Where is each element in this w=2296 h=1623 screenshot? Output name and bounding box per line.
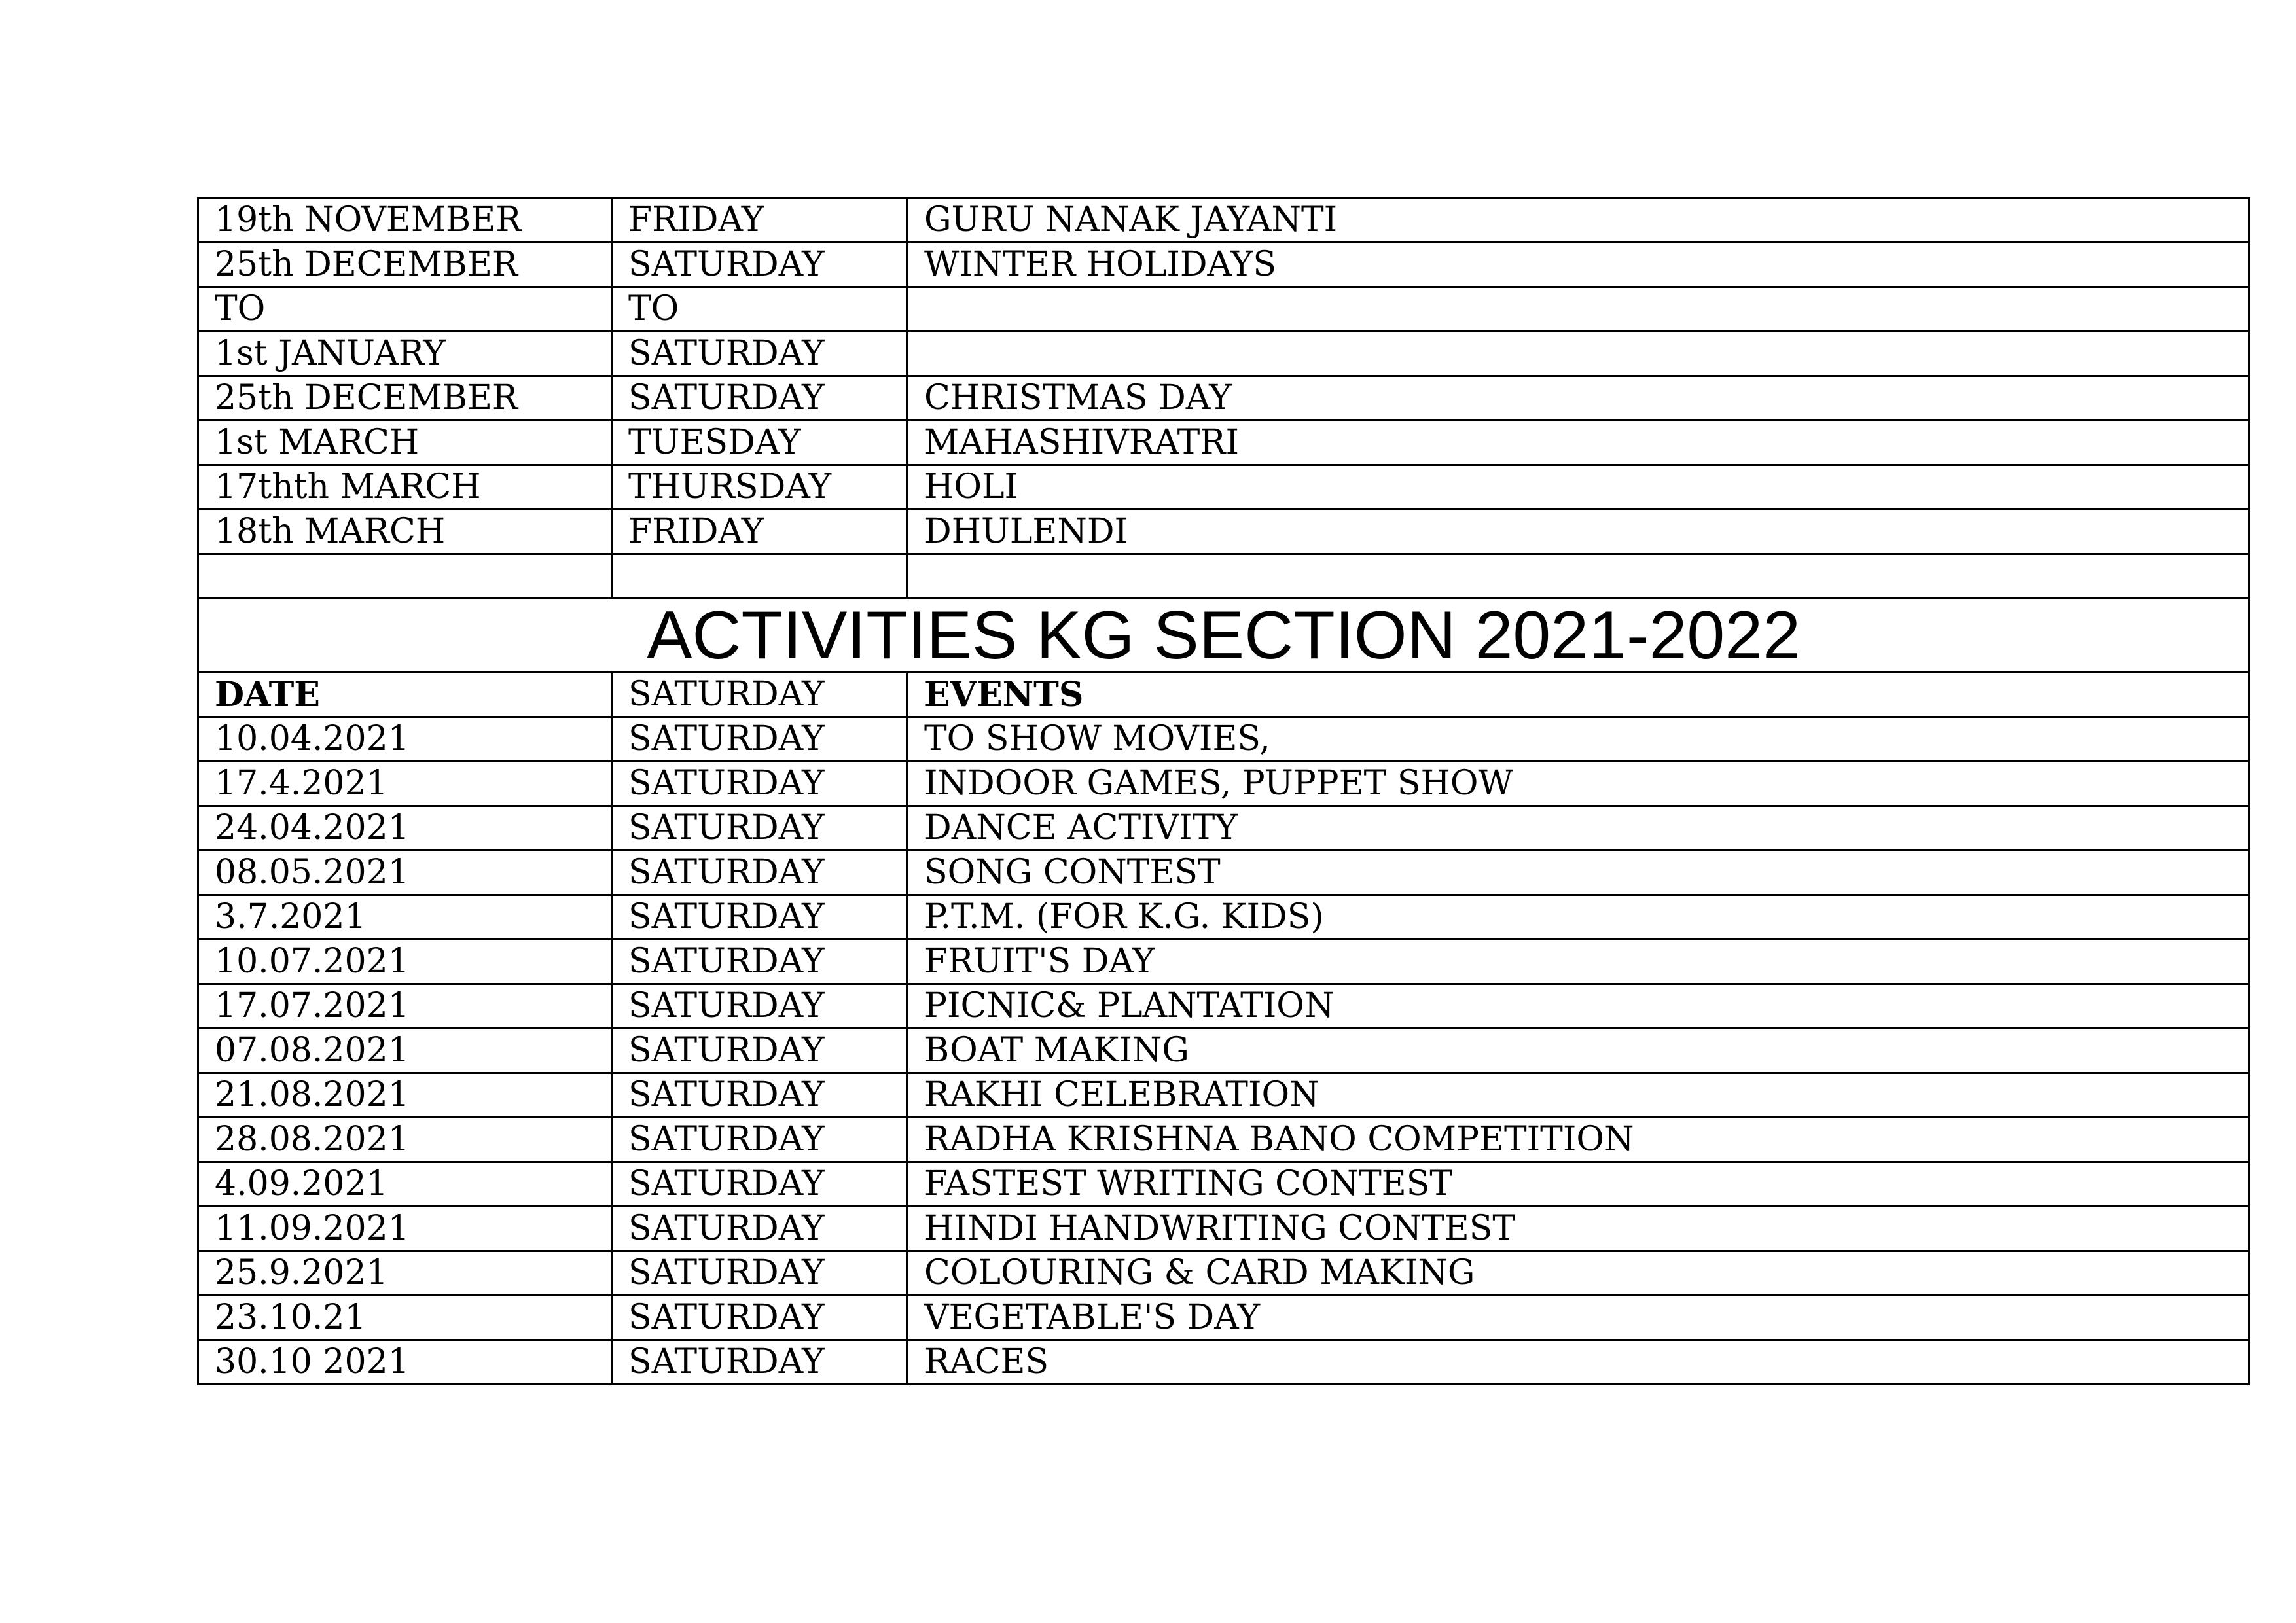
column-header-date: DATE bbox=[198, 673, 612, 717]
day-cell: FRIDAY bbox=[612, 510, 908, 554]
day-cell: SATURDAY bbox=[612, 1340, 908, 1385]
date-cell: 24.04.2021 bbox=[198, 806, 612, 851]
date-cell: 25th DECEMBER bbox=[198, 376, 612, 421]
schedule-table bbox=[197, 197, 2250, 1385]
date-cell: 17.07.2021 bbox=[198, 984, 612, 1029]
day-cell: SATURDAY bbox=[612, 1296, 908, 1340]
section-title: ACTIVITIES KG SECTION 2021-2022 bbox=[198, 599, 2250, 673]
table-row bbox=[198, 198, 2250, 243]
date-cell: 1st MARCH bbox=[198, 421, 612, 465]
table-row bbox=[198, 465, 2250, 510]
date-cell: 19th NOVEMBER bbox=[198, 198, 612, 243]
table-row bbox=[198, 287, 2250, 332]
date-cell: 10.04.2021 bbox=[198, 717, 612, 762]
day-cell: SATURDAY bbox=[612, 1073, 908, 1118]
date-cell: 1st JANUARY bbox=[198, 332, 612, 376]
event-cell bbox=[908, 554, 2250, 599]
event-cell: PICNIC& PLANTATION bbox=[908, 984, 2250, 1029]
day-cell: SATURDAY bbox=[612, 376, 908, 421]
date-cell: 18th MARCH bbox=[198, 510, 612, 554]
date-cell: 23.10.21 bbox=[198, 1296, 612, 1340]
event-cell: INDOOR GAMES, PUPPET SHOW bbox=[908, 762, 2250, 806]
event-cell: MAHASHIVRATRI bbox=[908, 421, 2250, 465]
table-row bbox=[198, 806, 2250, 851]
date-cell: 07.08.2021 bbox=[198, 1029, 612, 1073]
table-row bbox=[198, 851, 2250, 895]
table-row bbox=[198, 421, 2250, 465]
table-row bbox=[198, 1207, 2250, 1251]
day-cell: FRIDAY bbox=[612, 198, 908, 243]
event-cell: DANCE ACTIVITY bbox=[908, 806, 2250, 851]
day-cell: SATURDAY bbox=[612, 895, 908, 940]
day-cell bbox=[612, 554, 908, 599]
event-cell: DHULENDI bbox=[908, 510, 2250, 554]
table-row bbox=[198, 554, 2250, 599]
table-row bbox=[198, 1251, 2250, 1296]
event-cell bbox=[908, 332, 2250, 376]
day-cell: THURSDAY bbox=[612, 465, 908, 510]
day-cell: SATURDAY bbox=[612, 984, 908, 1029]
date-cell: 17thth MARCH bbox=[198, 465, 612, 510]
day-cell: SATURDAY bbox=[612, 1251, 908, 1296]
day-cell: TUESDAY bbox=[612, 421, 908, 465]
table-row bbox=[198, 762, 2250, 806]
day-cell: SATURDAY bbox=[612, 243, 908, 287]
event-cell: SONG CONTEST bbox=[908, 851, 2250, 895]
event-cell: P.T.M. (FOR K.G. KIDS) bbox=[908, 895, 2250, 940]
day-cell: SATURDAY bbox=[612, 1118, 908, 1162]
event-cell: RADHA KRISHNA BANO COMPETITION bbox=[908, 1118, 2250, 1162]
event-cell: RACES bbox=[908, 1340, 2250, 1385]
event-cell: FASTEST WRITING CONTEST bbox=[908, 1162, 2250, 1207]
table-row bbox=[198, 376, 2250, 421]
table-row bbox=[198, 940, 2250, 984]
event-cell: FRUIT'S DAY bbox=[908, 940, 2250, 984]
day-cell: SATURDAY bbox=[612, 806, 908, 851]
column-header-day: SATURDAY bbox=[612, 673, 908, 717]
date-cell: 4.09.2021 bbox=[198, 1162, 612, 1207]
date-cell: 28.08.2021 bbox=[198, 1118, 612, 1162]
table-row bbox=[198, 243, 2250, 287]
date-cell: TO bbox=[198, 287, 612, 332]
table-row bbox=[198, 984, 2250, 1029]
event-cell: BOAT MAKING bbox=[908, 1029, 2250, 1073]
event-cell: WINTER HOLIDAYS bbox=[908, 243, 2250, 287]
date-cell: 17.4.2021 bbox=[198, 762, 612, 806]
event-cell: VEGETABLE'S DAY bbox=[908, 1296, 2250, 1340]
date-cell: 3.7.2021 bbox=[198, 895, 612, 940]
table-row bbox=[198, 510, 2250, 554]
day-cell: SATURDAY bbox=[612, 940, 908, 984]
event-cell: HOLI bbox=[908, 465, 2250, 510]
event-cell: HINDI HANDWRITING CONTEST bbox=[908, 1207, 2250, 1251]
event-cell: CHRISTMAS DAY bbox=[908, 376, 2250, 421]
event-cell: COLOURING & CARD MAKING bbox=[908, 1251, 2250, 1296]
day-cell: SATURDAY bbox=[612, 1029, 908, 1073]
day-cell: SATURDAY bbox=[612, 1162, 908, 1207]
event-cell: TO SHOW MOVIES, bbox=[908, 717, 2250, 762]
event-cell bbox=[908, 287, 2250, 332]
table-row bbox=[198, 895, 2250, 940]
table-row bbox=[198, 1340, 2250, 1385]
table-row bbox=[198, 1029, 2250, 1073]
date-cell: 11.09.2021 bbox=[198, 1207, 612, 1251]
table-row bbox=[198, 1118, 2250, 1162]
table-row bbox=[198, 717, 2250, 762]
day-cell: SATURDAY bbox=[612, 332, 908, 376]
date-cell: 30.10 2021 bbox=[198, 1340, 612, 1385]
date-cell: 25.9.2021 bbox=[198, 1251, 612, 1296]
table-row bbox=[198, 1073, 2250, 1118]
event-cell: RAKHI CELEBRATION bbox=[908, 1073, 2250, 1118]
event-cell: GURU NANAK JAYANTI bbox=[908, 198, 2250, 243]
column-header-events: EVENTS bbox=[908, 673, 2250, 717]
date-cell: 25th DECEMBER bbox=[198, 243, 612, 287]
table-row bbox=[198, 1296, 2250, 1340]
date-cell bbox=[198, 554, 612, 599]
day-cell: TO bbox=[612, 287, 908, 332]
date-cell: 08.05.2021 bbox=[198, 851, 612, 895]
date-cell: 10.07.2021 bbox=[198, 940, 612, 984]
section-title-row bbox=[198, 599, 2250, 673]
table-row bbox=[198, 332, 2250, 376]
day-cell: SATURDAY bbox=[612, 851, 908, 895]
table-row bbox=[198, 1162, 2250, 1207]
day-cell: SATURDAY bbox=[612, 762, 908, 806]
day-cell: SATURDAY bbox=[612, 717, 908, 762]
day-cell: SATURDAY bbox=[612, 1207, 908, 1251]
table-header-row bbox=[198, 673, 2250, 717]
date-cell: 21.08.2021 bbox=[198, 1073, 612, 1118]
